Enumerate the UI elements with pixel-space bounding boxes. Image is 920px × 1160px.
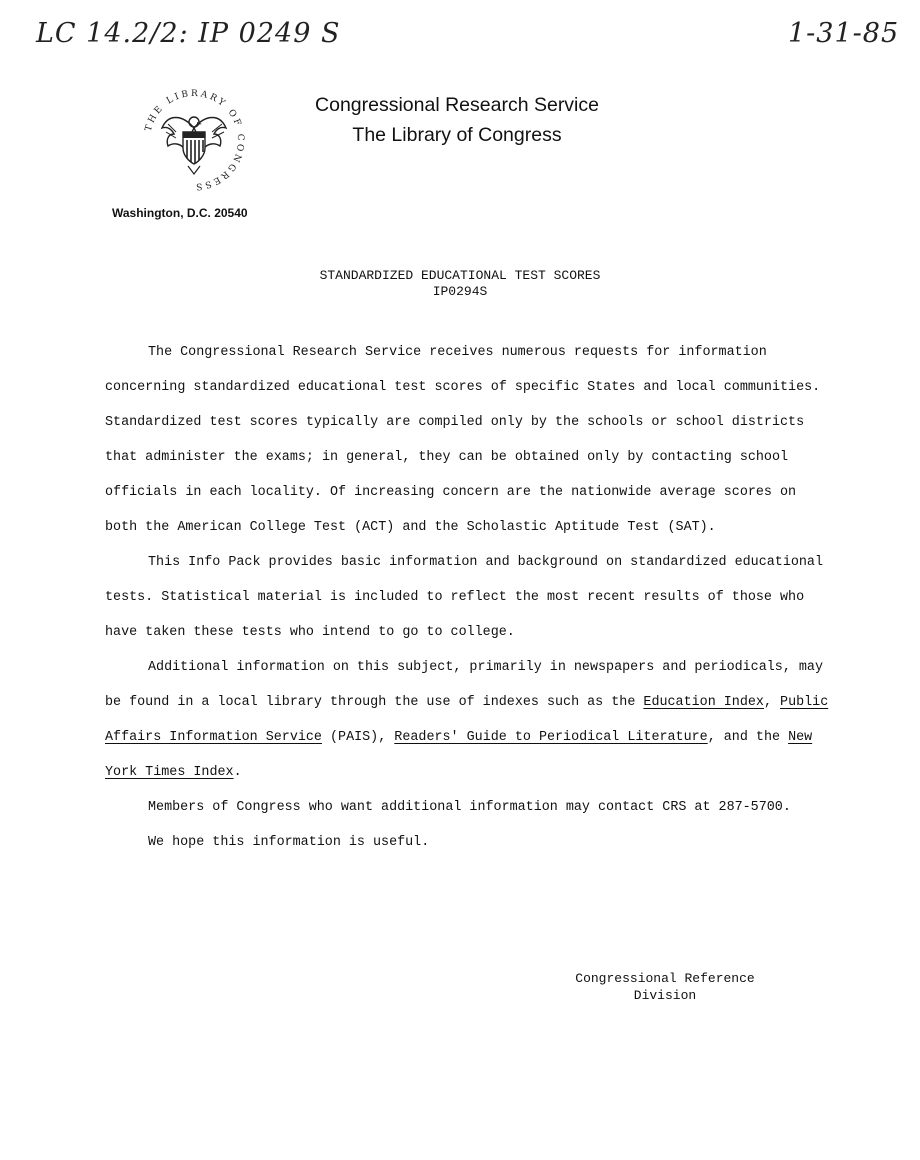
- paragraph-3: [105, 650, 830, 790]
- paragraph-3-text: Additional information on this subject, primarily in newspapers and periodicals, may be found in a local library through the use of indexes such as the: [105, 660, 823, 710]
- signature-block: [540, 970, 790, 1004]
- library-of-congress-seal-icon: [138, 84, 250, 196]
- index-title-education: Education Index: [643, 695, 764, 710]
- paragraph-2: This Info Pack provides basic information and background on standardized educational tests. Statistical material is included to reflect the most recent results of those who have taken these tests who intend to go to college.: [105, 555, 823, 640]
- handwritten-call-number: LC 14.2/2: IP 0249 S: [36, 18, 341, 49]
- paragraph-1: The Congressional Research Service receives numerous requests for information concerning standardized educational test scores of specific States and local communities. Standardized test scores typically are compiled only by the schools or school districts that administer the exams; in general, they can be obtained only by contacting school officials in each locality. Of increasing concern are the nationwide average scores on both the American College Test (ACT) and the Scholastic Aptitude Test (SAT).: [105, 345, 821, 535]
- handwritten-date: 1-31-85: [788, 18, 900, 49]
- paragraph-5: We hope this information is useful.: [148, 835, 430, 850]
- paragraph-3-text: (PAIS),: [321, 730, 395, 745]
- signature-line: Congressional Reference: [575, 971, 755, 986]
- organization-header: [302, 90, 612, 150]
- title-line: STANDARDIZED EDUCATIONAL TEST SCORES: [319, 268, 601, 283]
- svg-text:THE LIBRARY OF CONGRESS: THE LIBRARY OF CONGRESS: [143, 88, 246, 192]
- org-parent: The Library of Congress: [352, 124, 562, 146]
- address: Washington, D.C. 20540: [112, 206, 248, 220]
- document-code: IP0294S: [432, 284, 488, 299]
- signature-line: Division: [633, 988, 697, 1003]
- document-title: [240, 268, 680, 300]
- index-title-nyt: New York Times Index: [105, 730, 813, 780]
- org-name: Congressional Research Service: [315, 94, 599, 116]
- paragraph-3-text: , and the: [707, 730, 789, 745]
- paragraph-3-text: ,: [763, 695, 781, 710]
- paragraph-3-text: .: [233, 765, 242, 780]
- body-text: [105, 335, 830, 860]
- index-title-pais: Public Affairs Information Service: [105, 695, 829, 745]
- index-title-readers-guide: Readers' Guide to Periodical Literature: [394, 730, 708, 745]
- paragraph-4: Members of Congress who want additional information may contact CRS at 287-5700.: [148, 800, 791, 815]
